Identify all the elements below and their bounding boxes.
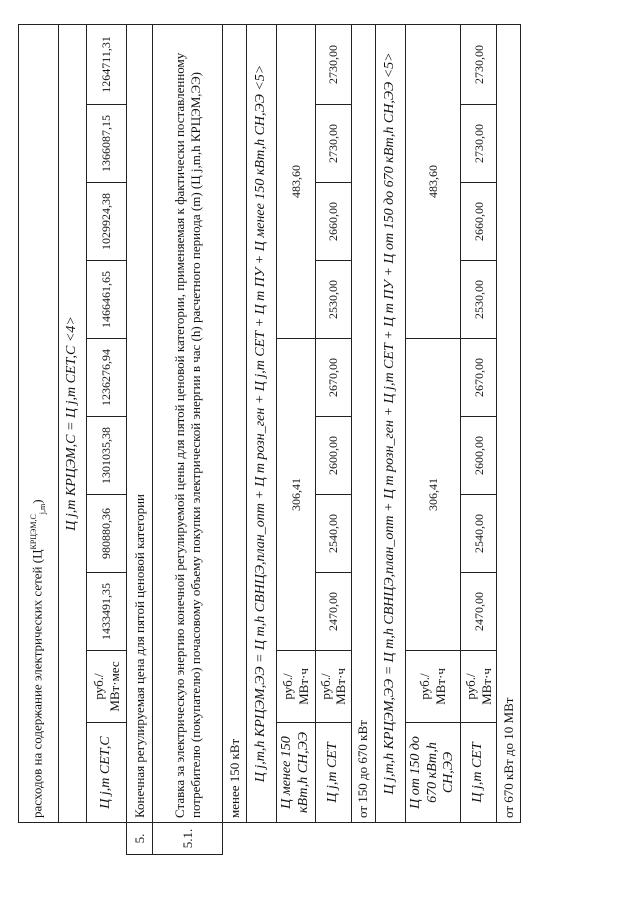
value-cell: 2530,00	[315, 261, 351, 339]
value-cell: 2670,00	[315, 339, 351, 417]
value-cell: 2470,00	[315, 573, 351, 651]
group-title: от 670 кВт до 10 МВт	[497, 24, 521, 822]
row-label: Ц менее 150 кВт,h СН,ЭЭ	[277, 723, 316, 823]
value-cell: 2530,00	[461, 261, 497, 339]
header-cell: расходов на содержание электрических сетей $(Ц^{КРЦЭМ,С}_{j,m})$	[19, 24, 59, 822]
value-cell: 1433491,35	[87, 573, 127, 651]
value-cell: 1236276,94	[87, 339, 127, 417]
row-unit: руб./ МВт·ч	[461, 651, 497, 723]
row-label: Ц от 150 до 670 кВт,h СН,ЭЭ	[405, 723, 460, 823]
row-cet-label: Ц j,m СЕТ,С	[87, 723, 127, 823]
section-number: 5.	[127, 823, 153, 855]
value-cell: 2600,00	[315, 417, 351, 495]
value-cell: 2670,00	[461, 339, 497, 417]
group-formula: Ц j,m,h КРЦЭМ,ЭЭ = Ц m,h СВНЦЭ,план_опт + Ц m розн_ген + Ц j,m СЕТ + Ц m ПУ + Ц от 150 до 670 кВт,h СН,ЭЭ <5>	[375, 24, 405, 822]
value-cell: 483,60	[405, 24, 460, 338]
row-unit: руб./ МВт·ч	[315, 651, 351, 723]
header-sup: КРЦЭМ,С	[29, 514, 39, 550]
group-title: от 150 до 670 кВт	[351, 24, 375, 822]
section-number: 5.1.	[153, 823, 223, 855]
value-cell: 1466461,65	[87, 261, 127, 339]
value-cell: 2730,00	[461, 105, 497, 183]
value-cell: 2540,00	[315, 495, 351, 573]
group-formula: Ц j,m,h КРЦЭМ,ЭЭ = Ц m,h СВНЦЭ,план_опт + Ц m розн_ген + Ц j,m СЕТ + Ц m ПУ + Ц менее 150 кВт,h СН,ЭЭ <5>	[247, 24, 277, 822]
row-unit: руб./ МВт·ч	[277, 651, 316, 723]
section-text: Ставка за электрическую энергию конечной регулируемой цены для пятой ценовой категории, применяемая к фактически поставленному потребителю (покупателю) почасовому объему покупки электрической энергии в час (h) расчетного периода (m) (Ц j,m,h КРЦЭМ,ЭЭ)	[153, 24, 223, 822]
header-text: расходов на содержание электрических сетей (Ц	[29, 549, 45, 818]
value-cell: 1301035,38	[87, 417, 127, 495]
tariff-table	[18, 24, 521, 855]
value-cell: 2600,00	[461, 417, 497, 495]
row-unit: руб./ МВт·ч	[405, 651, 460, 723]
value-cell: 1029924,38	[87, 183, 127, 261]
value-cell: 483,60	[277, 24, 316, 338]
formula-1: Ц j,m КРЦЭМ,С = Ц j,m СЕТ,С <4>	[59, 24, 87, 822]
value-cell: 2730,00	[315, 105, 351, 183]
row-label: Ц j,m СЕТ	[315, 723, 351, 823]
row-cet-c	[87, 24, 127, 854]
value-cell: 2660,00	[315, 183, 351, 261]
group-title: менее 150 кВт	[223, 24, 247, 822]
value-cell: 2660,00	[461, 183, 497, 261]
section-title: Конечная регулируемая цена для пятой ценовой категории	[127, 24, 153, 822]
value-cell: 2540,00	[461, 495, 497, 573]
value-cell: 2730,00	[461, 24, 497, 104]
value-cell: 980880,36	[87, 495, 127, 573]
value-cell: 306,41	[277, 339, 316, 651]
value-cell: 306,41	[405, 339, 460, 651]
row-label: Ц j,m СЕТ	[461, 723, 497, 823]
value-cell: 2470,00	[461, 573, 497, 651]
header-sub: j,m	[38, 503, 48, 515]
row-cet-unit: руб./ МВт·мес	[87, 651, 127, 723]
value-cell: 2730,00	[315, 24, 351, 104]
value-cell: 1366087,15	[87, 105, 127, 183]
value-cell: 1264711,31	[87, 24, 127, 104]
